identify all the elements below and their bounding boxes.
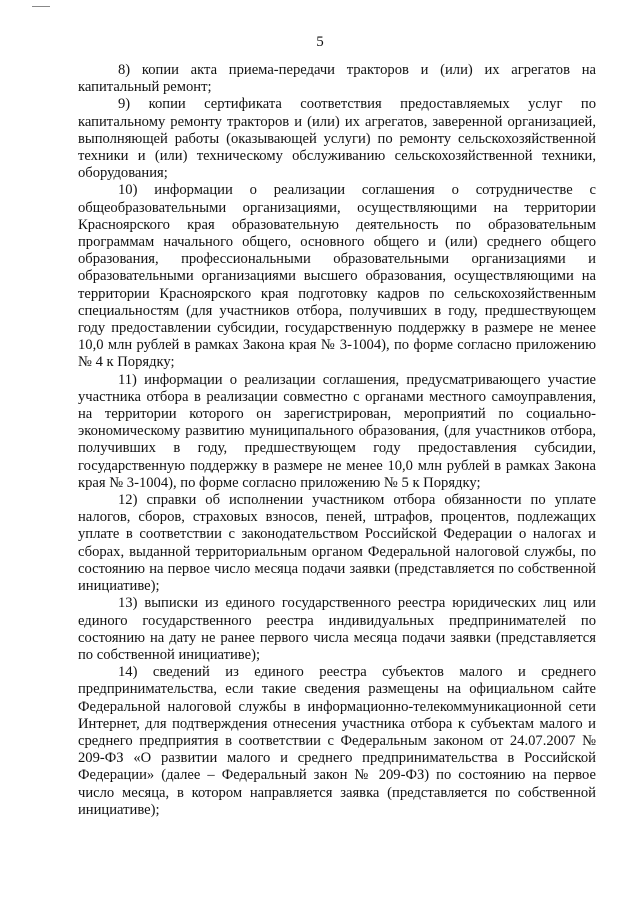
paragraph-item-8: 8) копии акта приема-передачи тракторов и (или) их агрегатов на капитальный ремонт; (78, 62, 596, 96)
paragraph-item-11: 11) информации о реализации соглашения, предусматривающего участие участника отбора в реализации совместно с органами местного самоуправления, на территории которого он зарегистрирован, мероприятий по социально-экономическому развитию муниципального образования, (для участников отбора, получивших в году, предшествующем году предоставления субсидии, государственную поддержку в размере не менее 10,0 млн рублей в рамках Закона края № 3-1004), по форме согласно приложению № 5 к Порядку; (78, 371, 596, 491)
paragraph-item-13: 13) выписки из единого государственного реестра юридических лиц или единого государственного реестра индивидуальных предпринимателей по состоянию на дату не ранее первого числа месяца подачи заявки (представляется по собственной инициативе); (78, 595, 596, 663)
scan-corner-mark (32, 6, 50, 7)
paragraph-item-9: 9) копии сертификата соответствия предоставляемых услуг по капитальному ремонту тракторов и (или) их агрегатов, заверенной организацией, выполняющей работы (оказывающей услуги) по ремонту сельскохозяйственной техники и (или) техническому обслуживанию сельскохозяйственной техники, оборудования; (78, 96, 596, 182)
paragraph-item-14: 14) сведений из единого реестра субъектов малого и среднего предпринимательства, если такие сведения размещены на официальном сайте Федеральной налоговой службы в информационно-телекоммуникационной сети Интернет, для подтверждения отнесения участника отбора к субъектам малого и среднего предприятия в соответствии с Федеральным законом от 24.07.2007 № 209-ФЗ «О развитии малого и среднего предпринимательства в Российской Федерации» (далее – Федеральный закон № 209-ФЗ) по состоянию на первое число месяца, в котором направляется заявка (представляется по собственной инициативе); (78, 664, 596, 818)
paragraph-item-10: 10) информации о реализации соглашения о сотрудничестве с общеобразовательными организациями, осуществляющими на территории Красноярского края образовательную деятельность по образовательным программам начального общего, основного общего и (или) среднего общего образования, профессиональными образовательными организациями и образовательными организациями высшего образования, осуществляющими на территории Красноярского края подготовку кадров по сельскохозяйственным специальностям (для участников отбора, получивших в году, предшествующем году предоставлении субсидии, государственную поддержку в размере не менее 10,0 млн рублей в рамках Закона края № 3-1004), по форме согласно приложению № 4 к Порядку; (78, 182, 596, 371)
page-number: 5 (316, 34, 324, 50)
paragraph-item-12: 12) справки об исполнении участником отбора обязанности по уплате налогов, сборов, страховых взносов, пеней, штрафов, процентов, подлежащих уплате в соответствии с законодательством Российской Федерации о налогах и сборах, выданной территориальным органом Федеральной налоговой службы, по состоянию на первое число месяца подачи заявки (представляется по собственной инициативе); (78, 492, 596, 595)
document-body (78, 62, 596, 819)
